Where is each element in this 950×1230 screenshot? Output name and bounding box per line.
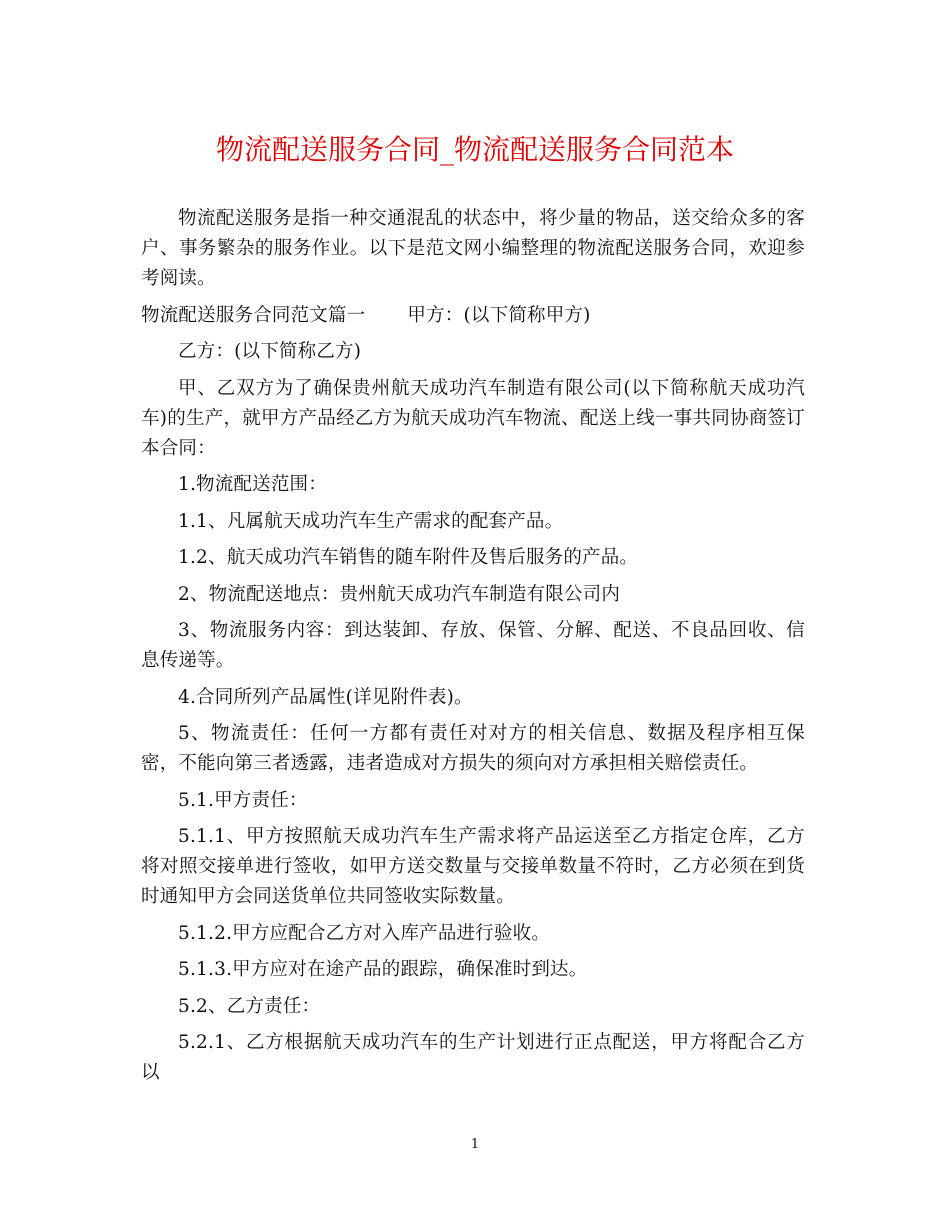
clause-5-1-2: 5.1.2.甲方应配合乙方对入库产品进行验收。 — [178, 922, 551, 944]
clause-4: 4.合同所列产品属性(详见附件表)。 — [178, 686, 473, 708]
section-heading: 物流配送服务合同范文篇一 — [141, 304, 366, 326]
section-heading-line — [141, 301, 805, 338]
clause-5-1-1: 5.1.1、甲方按照航天成功汽车生产需求将产品运送至乙方指定仓库，乙方将对照交接单进行签收，如甲方送交数量与交接单数量不符时，乙方必须在到货时通知甲方会同送货单位共同签收实际数量。 — [141, 826, 805, 907]
clause-3: 3、物流服务内容：到达装卸、存放、保管、分解、配送、不良品回收、信息传递等。 — [141, 620, 805, 671]
clause-5-1-3: 5.1.3.甲方应对在途产品的跟踪，确保准时到达。 — [178, 959, 588, 980]
clause-5: 5、物流责任：任何一方都有责任对对方的相关信息、数据及程序相互保密，不能向第三者透露，违者造成对方损失的须向对方承担相关赔偿责任。 — [141, 723, 805, 774]
clause-1: 1.物流配送范围： — [178, 474, 327, 495]
party-b-line: 乙方：(以下简称乙方) — [178, 341, 362, 362]
page-number: 1 — [470, 1137, 480, 1152]
paragraph-preamble: 甲、乙双方为了确保贵州航天成功汽车制造有限公司(以下简称航天成功汽车)的生产，就甲方产品经乙方为航天成功汽车物流、配送上线一事共同协商签订本合同： — [141, 377, 805, 459]
paragraph-intro: 物流配送服务是指一种交通混乱的状态中，将少量的物品，送交给众多的客户、事务繁杂的服务作业。以下是范文网小编整理的物流配送服务合同，欢迎参考阅读。 — [141, 208, 805, 289]
party-a-line: 甲方：(以下简称甲方) — [407, 304, 591, 326]
clause-5-1: 5.1.甲方责任： — [178, 789, 308, 811]
document-title: 物流配送服务合同_物流配送服务合同范本 — [215, 133, 734, 166]
clause-1-1: 1.1、凡属航天成功汽车生产需求的配套产品。 — [178, 510, 564, 532]
clause-2: 2、物流配送地点：贵州航天成功汽车制造有限公司内 — [178, 583, 621, 605]
clause-1-2: 1.2、航天成功汽车销售的随车附件及售后服务的产品。 — [178, 547, 639, 568]
clause-5-2-1: 5.2.1、乙方根据航天成功汽车的生产计划进行正点配送，甲方将配合乙方以 — [141, 1032, 805, 1083]
clause-5-2: 5.2、乙方责任： — [178, 995, 321, 1017]
document-body — [141, 204, 805, 1095]
